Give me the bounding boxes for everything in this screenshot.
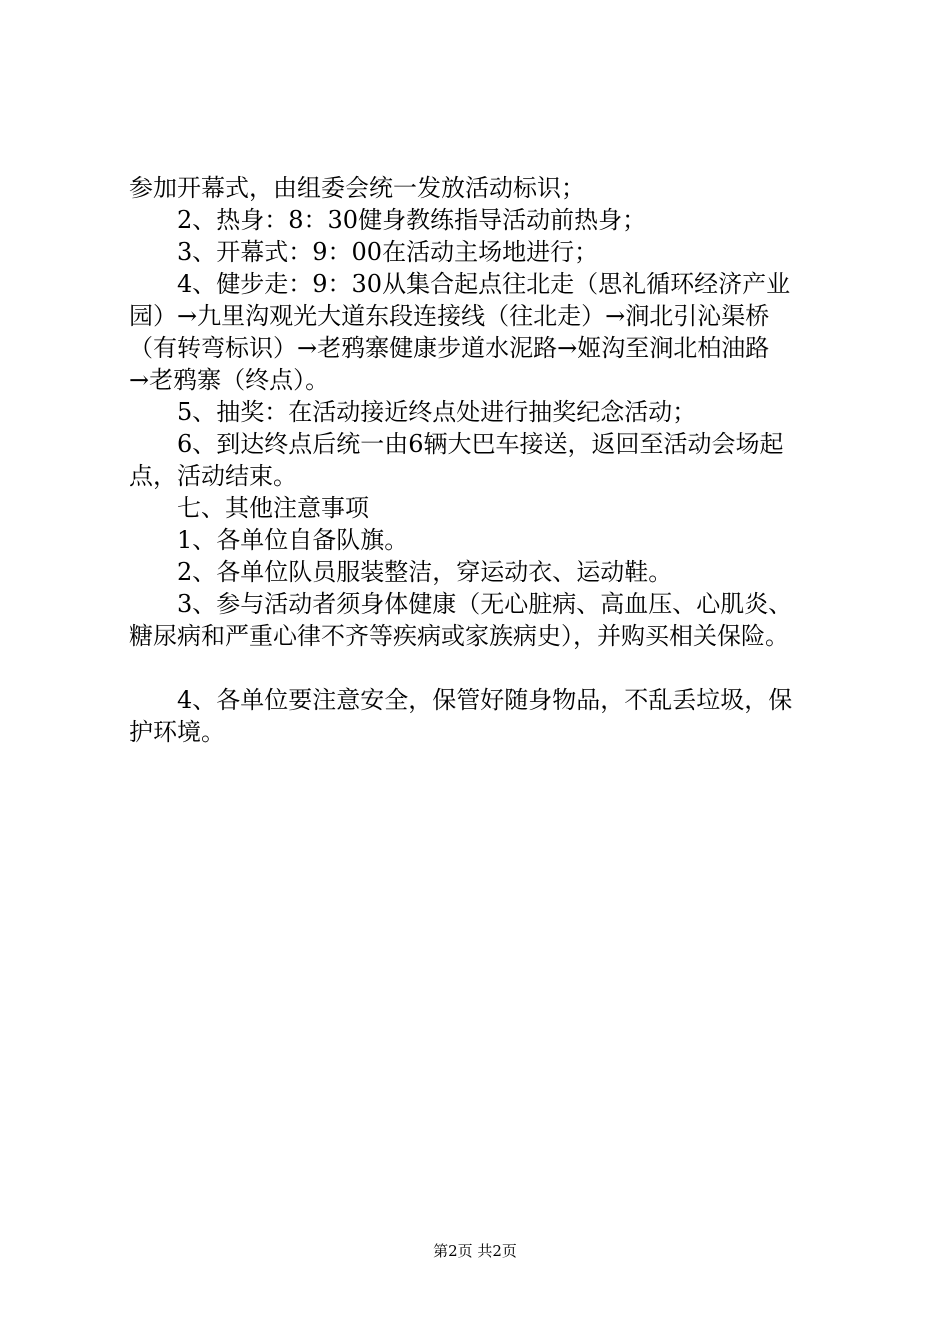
text-line: 1、各单位自备队旗。 [177, 526, 409, 554]
text-line: 3、参与活动者须身体健康（无心脏病、高血压、心肌炎、 [177, 590, 793, 618]
text-line: 2、各单位队员服装整洁，穿运动衣、运动鞋。 [177, 558, 673, 586]
text-line: 3、开幕式：9：00在活动主场地进行； [177, 238, 599, 266]
text-line: 5、抽奖：在活动接近终点处进行抽奖纪念活动； [177, 398, 697, 426]
text-line: 园）→九里沟观光大道东段连接线（往北走）→涧北引沁渠桥 [129, 302, 770, 330]
text-line: （有转弯标识）→老鸦寨健康步道水泥路→姬沟至涧北柏油路 [129, 334, 770, 362]
text-line: 6、到达终点后统一由6辆大巴车接送，返回至活动会场起 [177, 430, 784, 458]
text-line: 点，活动结束。 [129, 462, 297, 490]
section-heading: 七、其他注意事项 [177, 494, 369, 522]
text-line: 2、热身：8：30健身教练指导活动前热身； [177, 206, 647, 234]
paragraph-spacer [129, 652, 837, 684]
text-line: 4、健步走：9：30从集合起点往北走（思礼循环经济产业 [177, 270, 791, 298]
text-line: 4、各单位要注意安全，保管好随身物品，不乱丢垃圾，保 [177, 686, 793, 714]
text-line: 参加开幕式，由组委会统一发放活动标识； [129, 174, 585, 202]
page-number-footer: 第2页 共2页 [433, 1242, 517, 1260]
text-line: 糖尿病和严重心律不齐等疾病或家族病史），并购买相关保险。 [129, 622, 789, 650]
text-line: 护环境。 [129, 718, 225, 746]
document-body [129, 172, 837, 748]
text-line: →老鸦寨（终点）。 [129, 366, 330, 394]
